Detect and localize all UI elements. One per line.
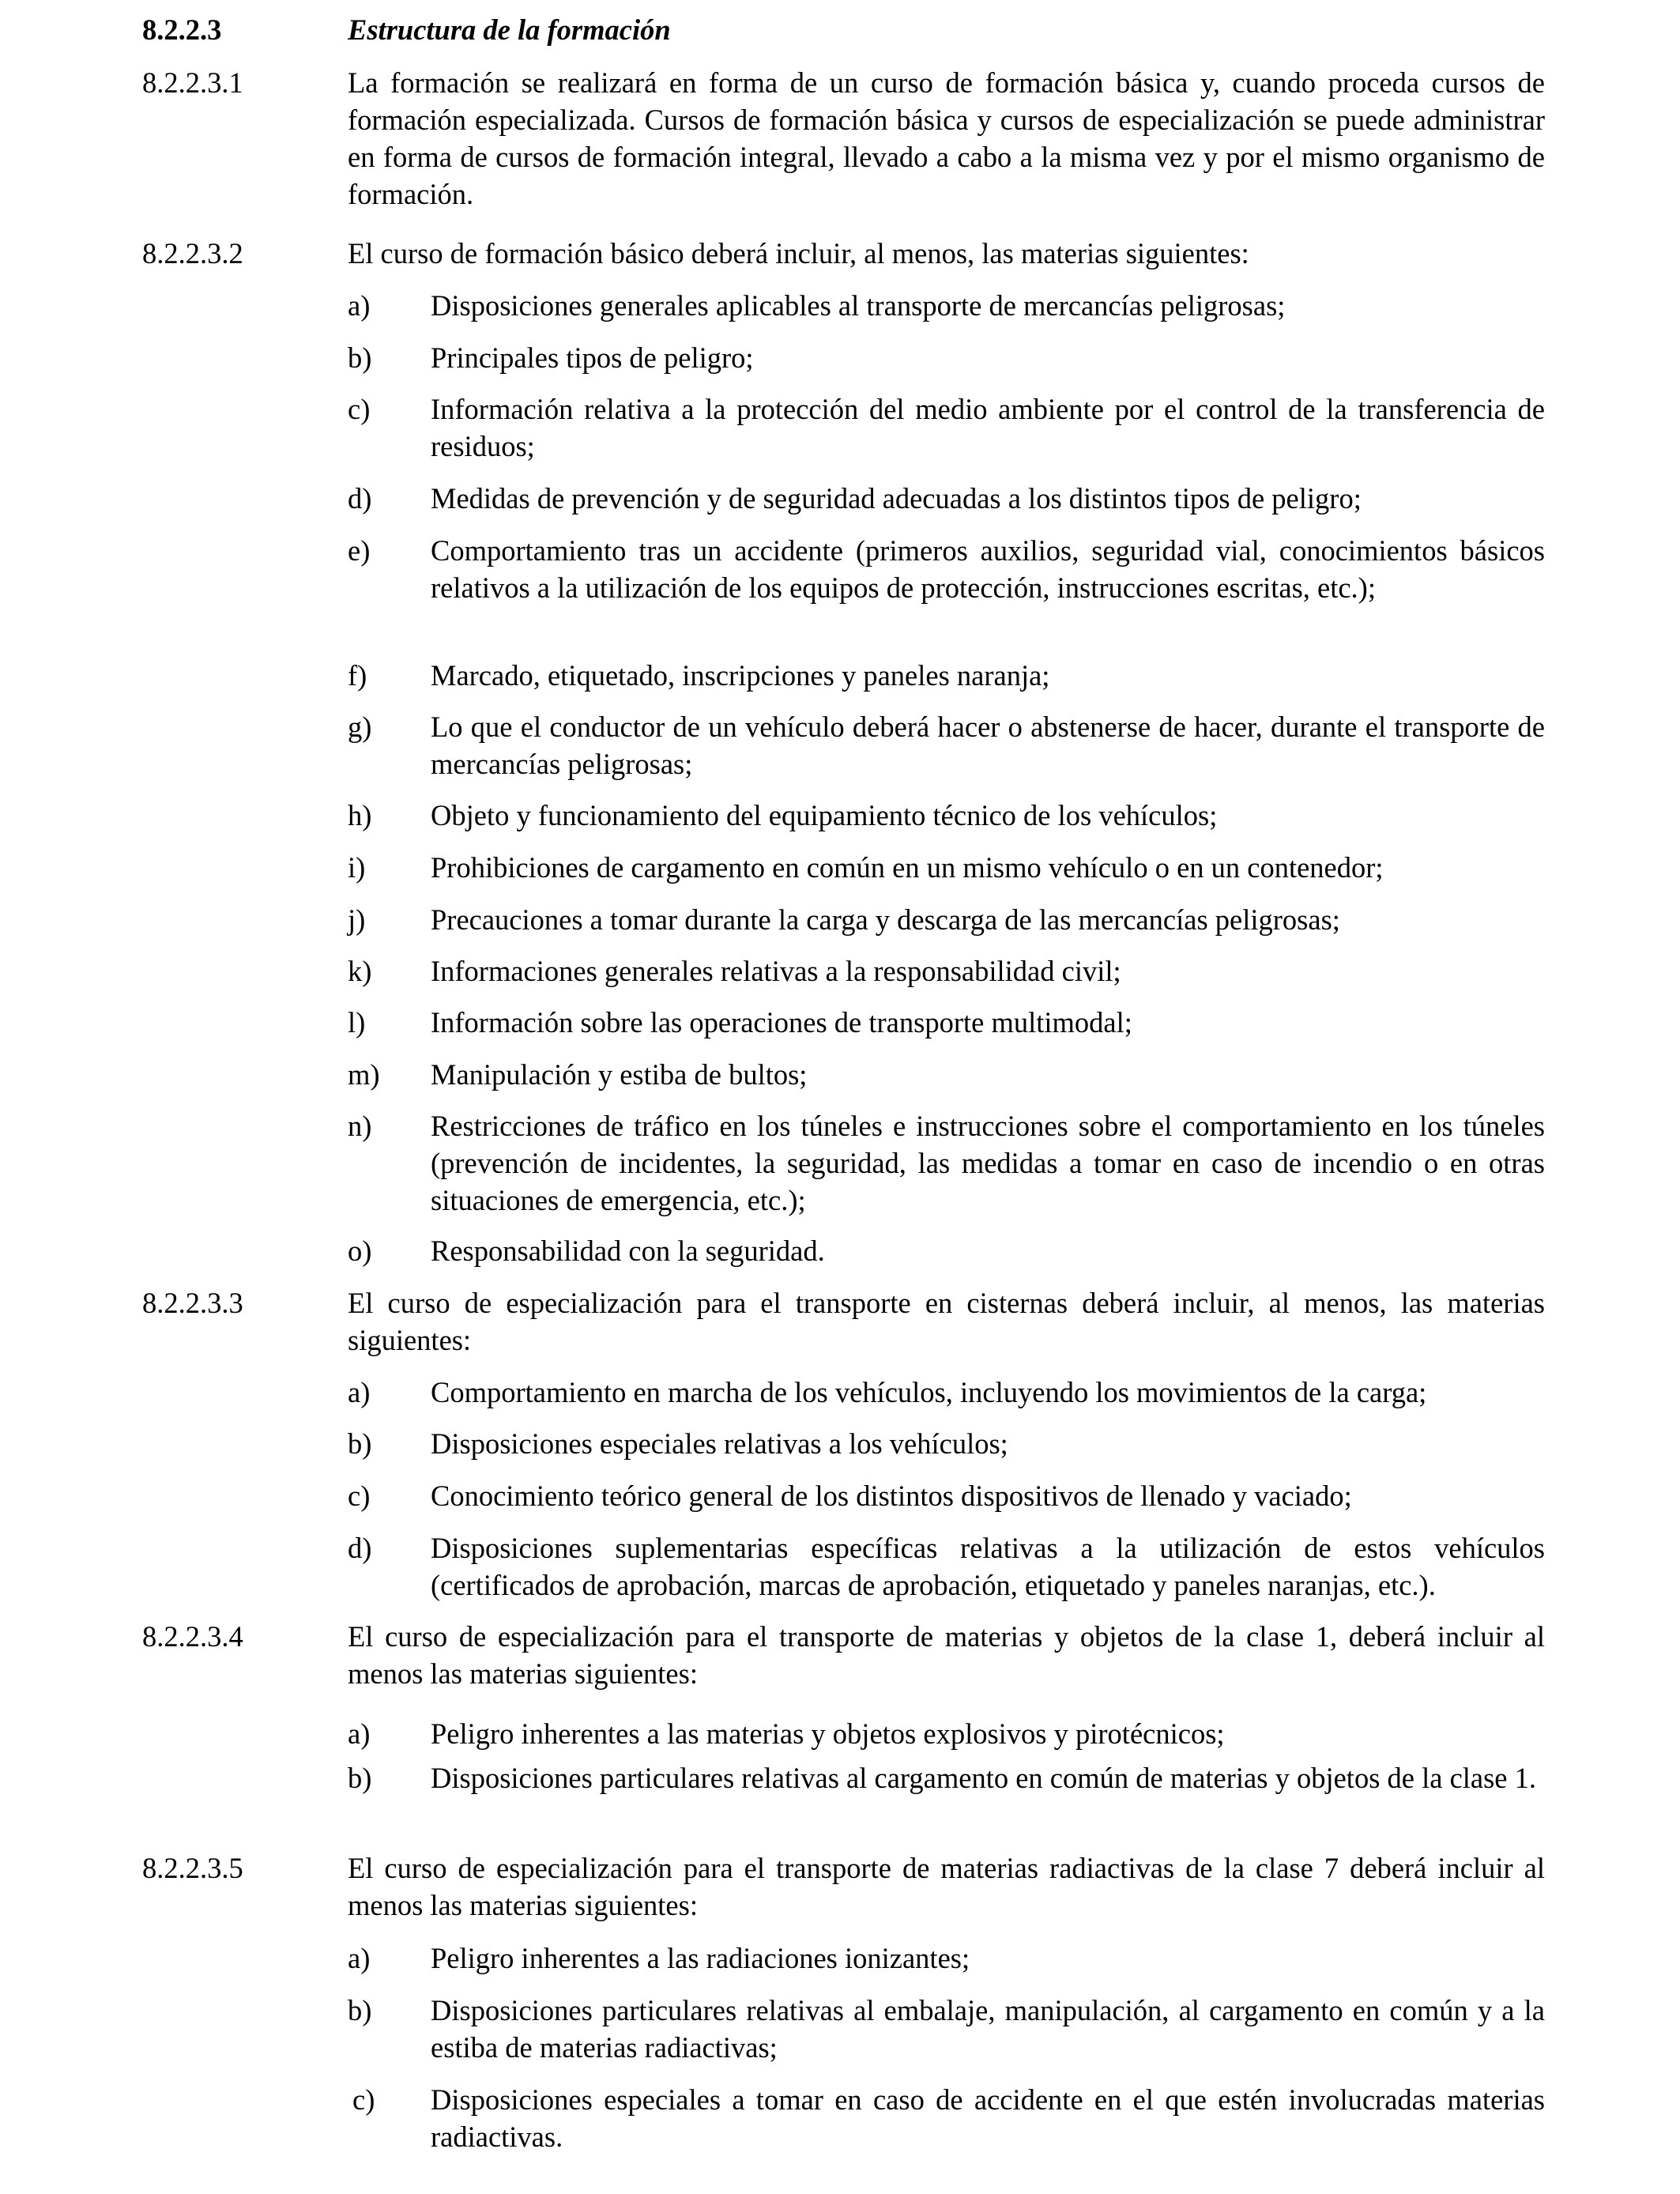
list-item-text: Marcado, etiquetado, inscripciones y paneles naranja; — [431, 659, 1050, 692]
list-item-label: a) — [348, 289, 371, 322]
list-item-label: c) — [348, 1480, 371, 1512]
list-item-text: Prohibiciones de cargamento en común en un mismo vehículo o en un contenedor; — [431, 851, 1384, 884]
list-item-label: i) — [348, 851, 366, 884]
list-item-label: m) — [348, 1058, 380, 1091]
paragraph-number: 8.2.2.3.2 — [142, 237, 243, 270]
list-item-text: Disposiciones particulares relativas al embalaje, manipulación, al cargamento en común y a la estiba de materias radiactivas; — [431, 1994, 1545, 2064]
list-item-label: e) — [348, 534, 371, 567]
list-item-label: d) — [348, 482, 372, 515]
list-item-label: h) — [348, 799, 372, 831]
list-item-text: Conocimiento teórico general de los distintos dispositivos de llenado y vaciado; — [431, 1480, 1352, 1512]
list-item-label: f) — [348, 659, 367, 692]
paragraph-text: El curso de formación básico deberá incluir, al menos, las materias siguientes: — [348, 237, 1249, 270]
list-item-text: Restricciones de tráfico en los túneles e instrucciones sobre el comportamiento en los túneles (prevención de incidentes, la seguridad, las medidas a tomar en caso de incendio o en otras situaciones de emergencia, etc.); — [431, 1110, 1545, 1216]
list-item-text: Lo que el conductor de un vehículo deberá hacer o abstenerse de hacer, durante el transporte de mercancías peligrosas; — [431, 711, 1545, 780]
list-item-text: Comportamiento tras un accidente (primeros auxilios, seguridad vial, conocimientos básicos relativos a la utilización de los equipos de protección, instrucciones escritas, etc.); — [431, 534, 1545, 604]
list-item-text: Medidas de prevención y de seguridad adecuadas a los distintos tipos de peligro; — [431, 482, 1362, 515]
list-item-text: Objeto y funcionamiento del equipamiento técnico de los vehículos; — [431, 799, 1218, 831]
list-item-text: Disposiciones suplementarias específicas relativas a la utilización de estos vehículos (certificados de aprobación, marcas de aprobación, etiquetado y paneles naranjas, etc.). — [431, 1532, 1545, 1601]
list-item-label: a) — [348, 1376, 371, 1408]
list-item-label: c) — [352, 2083, 375, 2116]
paragraph-number: 8.2.2.3.4 — [142, 1620, 243, 1653]
section-title: Estructura de la formación — [348, 13, 671, 46]
list-item-text: Peligro inherentes a las radiaciones ionizantes; — [431, 1942, 970, 1974]
paragraph-text: El curso de especialización para el transporte de materias radiactivas de la clase 7 deberá incluir al menos las materias siguientes: — [348, 1852, 1545, 1921]
paragraph-number: 8.2.2.3.1 — [142, 66, 243, 99]
paragraph-number: 8.2.2.3.3 — [142, 1287, 243, 1319]
list-item-label: d) — [348, 1532, 372, 1564]
list-item-label: j) — [348, 903, 366, 936]
list-item-text: Manipulación y estiba de bultos; — [431, 1058, 808, 1091]
list-item-label: g) — [348, 711, 372, 743]
list-item-label: n) — [348, 1110, 372, 1142]
list-item-text: Principales tipos de peligro; — [431, 341, 754, 374]
list-item-text: Disposiciones generales aplicables al transporte de mercancías peligrosas; — [431, 289, 1286, 322]
list-item-label: b) — [348, 1427, 372, 1460]
list-item-text: Disposiciones especiales a tomar en caso de accidente en el que estén involucradas materias radiactivas. — [431, 2083, 1545, 2153]
list-item-text: Comportamiento en marcha de los vehículos, incluyendo los movimientos de la carga; — [431, 1376, 1427, 1408]
list-item-label: a) — [348, 1942, 371, 1974]
list-item-label: l) — [348, 1006, 366, 1039]
list-item-label: a) — [348, 1717, 371, 1750]
list-item-text: Información sobre las operaciones de transporte multimodal; — [431, 1006, 1132, 1039]
list-item-label: k) — [348, 955, 372, 987]
section-number: 8.2.2.3 — [142, 13, 222, 46]
list-item-label: b) — [348, 341, 372, 374]
paragraph-number: 8.2.2.3.5 — [142, 1852, 243, 1884]
list-item-label: b) — [348, 1762, 372, 1794]
list-item-label: o) — [348, 1235, 372, 1267]
list-item-text: Disposiciones particulares relativas al cargamento en común de materias y objetos de la clase 1. — [431, 1762, 1537, 1794]
paragraph-text: El curso de especialización para el transporte en cisternas deberá incluir, al menos, las materias siguientes: — [348, 1287, 1545, 1356]
list-item-label: c) — [348, 393, 371, 425]
paragraph-text: El curso de especialización para el transporte de materias y objetos de la clase 1, deberá incluir al menos las materias siguientes: — [348, 1620, 1545, 1690]
list-item-text: Responsabilidad con la seguridad. — [431, 1235, 825, 1267]
list-item-text: Peligro inherentes a las materias y objetos explosivos y pirotécnicos; — [431, 1717, 1225, 1750]
list-item-text: Informaciones generales relativas a la responsabilidad civil; — [431, 955, 1121, 987]
list-item-label: b) — [348, 1994, 372, 2026]
list-item-text: Información relativa a la protección del medio ambiente por el control de la transferencia de residuos; — [431, 393, 1545, 462]
list-item-text: Disposiciones especiales relativas a los vehículos; — [431, 1427, 1008, 1460]
paragraph-text: La formación se realizará en forma de un curso de formación básica y, cuando proceda cursos de formación especializada. Cursos de formación básica y cursos de especialización se puede administrar en forma de cursos de formación integral, llevado a cabo a la misma vez y por el mismo organismo de formación. — [348, 66, 1545, 210]
list-item-text: Precauciones a tomar durante la carga y descarga de las mercancías peligrosas; — [431, 903, 1340, 936]
